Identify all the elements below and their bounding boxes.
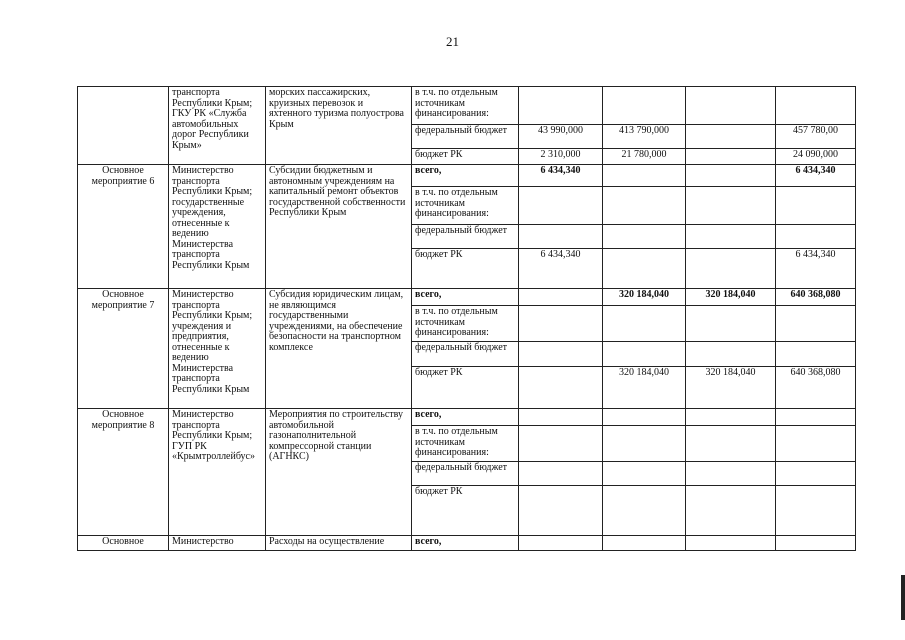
total-cell: [776, 462, 856, 486]
source-cell: всего,: [412, 289, 519, 306]
measure-cell: Основное мероприятие 8: [78, 409, 169, 536]
value-cell: [686, 409, 776, 426]
value-cell: [603, 306, 686, 342]
executor-cell: Министерство транспорта Республики Крым; ГУП РК «Крымтроллейбус»: [169, 409, 266, 536]
total-cell: [776, 536, 856, 551]
source-cell: бюджет РК: [412, 249, 519, 289]
value-cell: 2 310,000: [519, 149, 603, 165]
measure-name-cell: морских пассажирских, круизных перевозок и яхтенного туризма полуострова Крым: [266, 87, 412, 165]
source-cell: всего,: [412, 165, 519, 187]
value-cell: [519, 462, 603, 486]
value-cell: [519, 306, 603, 342]
value-cell: 320 184,040: [603, 367, 686, 409]
source-cell: федеральный бюджет: [412, 125, 519, 149]
value-cell: [686, 249, 776, 289]
value-cell: [519, 367, 603, 409]
value-cell: [686, 426, 776, 462]
measure-cell: Основное: [78, 536, 169, 551]
value-cell: [603, 486, 686, 536]
value-cell: 413 790,000: [603, 125, 686, 149]
total-cell: [776, 409, 856, 426]
measure-cell: [78, 87, 169, 165]
total-cell: 640 368,080: [776, 289, 856, 306]
value-cell: [519, 342, 603, 367]
value-cell: [603, 342, 686, 367]
value-cell: 320 184,040: [686, 367, 776, 409]
executor-cell: транспорта Республики Крым; ГКУ РК «Служба автомобильных дорог Республики Крым»: [169, 87, 266, 165]
value-cell: 43 990,000: [519, 125, 603, 149]
value-cell: [519, 87, 603, 125]
value-cell: [686, 149, 776, 165]
value-cell: [686, 462, 776, 486]
executor-cell: Министерство: [169, 536, 266, 551]
source-cell: всего,: [412, 536, 519, 551]
value-cell: [519, 426, 603, 462]
value-cell: [519, 536, 603, 551]
measure-name-cell: Субсидия юридическим лицам, не являющимся государственными учреждениями, на обеспечение безопасности на транспортном комплексе: [266, 289, 412, 409]
value-cell: [686, 536, 776, 551]
value-cell: [519, 225, 603, 249]
value-cell: [519, 409, 603, 426]
value-cell: [603, 249, 686, 289]
executor-cell: Министерство транспорта Республики Крым; государственные учреждения, отнесенные к ведению Министерства транспорта Республики Крым: [169, 165, 266, 289]
total-cell: [776, 342, 856, 367]
value-cell: [686, 486, 776, 536]
value-cell: [603, 165, 686, 187]
total-cell: [776, 486, 856, 536]
value-cell: [603, 426, 686, 462]
total-cell: 640 368,080: [776, 367, 856, 409]
value-cell: [686, 87, 776, 125]
table-row: [78, 87, 856, 125]
value-cell: [686, 165, 776, 187]
source-cell: бюджет РК: [412, 486, 519, 536]
source-cell: в т.ч. по отдельным источникам финансирования:: [412, 87, 519, 125]
source-cell: федеральный бюджет: [412, 462, 519, 486]
value-cell: [603, 87, 686, 125]
value-cell: [686, 187, 776, 225]
source-cell: федеральный бюджет: [412, 225, 519, 249]
measure-name-cell: Субсидии бюджетным и автономным учреждениям на капитальный ремонт объектов государственной собственности Республики Крым: [266, 165, 412, 289]
value-cell: [603, 225, 686, 249]
source-cell: в т.ч. по отдельным источникам финансирования:: [412, 187, 519, 225]
table-row: [78, 289, 856, 306]
source-cell: бюджет РК: [412, 149, 519, 165]
executor-cell: Министерство транспорта Республики Крым; учреждения и предприятия, отнесенные к ведению Министерства транспорта Республики Крым: [169, 289, 266, 409]
source-cell: в т.ч. по отдельным источникам финансирования:: [412, 426, 519, 462]
value-cell: [686, 306, 776, 342]
table-row: [78, 165, 856, 187]
source-cell: в т.ч. по отдельным источникам финансирования:: [412, 306, 519, 342]
total-cell: [776, 225, 856, 249]
total-cell: [776, 87, 856, 125]
value-cell: 320 184,040: [686, 289, 776, 306]
total-cell: 457 780,00: [776, 125, 856, 149]
value-cell: [686, 342, 776, 367]
measure-cell: Основное мероприятие 7: [78, 289, 169, 409]
source-cell: бюджет РК: [412, 367, 519, 409]
total-cell: [776, 426, 856, 462]
total-cell: [776, 306, 856, 342]
value-cell: [519, 289, 603, 306]
source-cell: федеральный бюджет: [412, 342, 519, 367]
value-cell: [686, 125, 776, 149]
total-cell: [776, 187, 856, 225]
value-cell: 6 434,340: [519, 165, 603, 187]
value-cell: [519, 486, 603, 536]
total-cell: 24 090,000: [776, 149, 856, 165]
value-cell: [603, 187, 686, 225]
scan-edge-mark: [901, 575, 905, 620]
total-cell: 6 434,340: [776, 165, 856, 187]
value-cell: [519, 187, 603, 225]
page-number: 21: [446, 34, 459, 49]
measure-cell: Основное мероприятие 6: [78, 165, 169, 289]
total-cell: 6 434,340: [776, 249, 856, 289]
value-cell: [603, 462, 686, 486]
measure-name-cell: Мероприятия по строительству автомобильной газонаполнительной компрессорной станции (АГНКС): [266, 409, 412, 536]
table-row: [78, 409, 856, 426]
table-row: [78, 536, 856, 551]
value-cell: [603, 536, 686, 551]
source-cell: всего,: [412, 409, 519, 426]
value-cell: 21 780,000: [603, 149, 686, 165]
value-cell: 6 434,340: [519, 249, 603, 289]
funding-table: [77, 86, 856, 551]
value-cell: [686, 225, 776, 249]
value-cell: [603, 409, 686, 426]
value-cell: 320 184,040: [603, 289, 686, 306]
measure-name-cell: Расходы на осуществление: [266, 536, 412, 551]
